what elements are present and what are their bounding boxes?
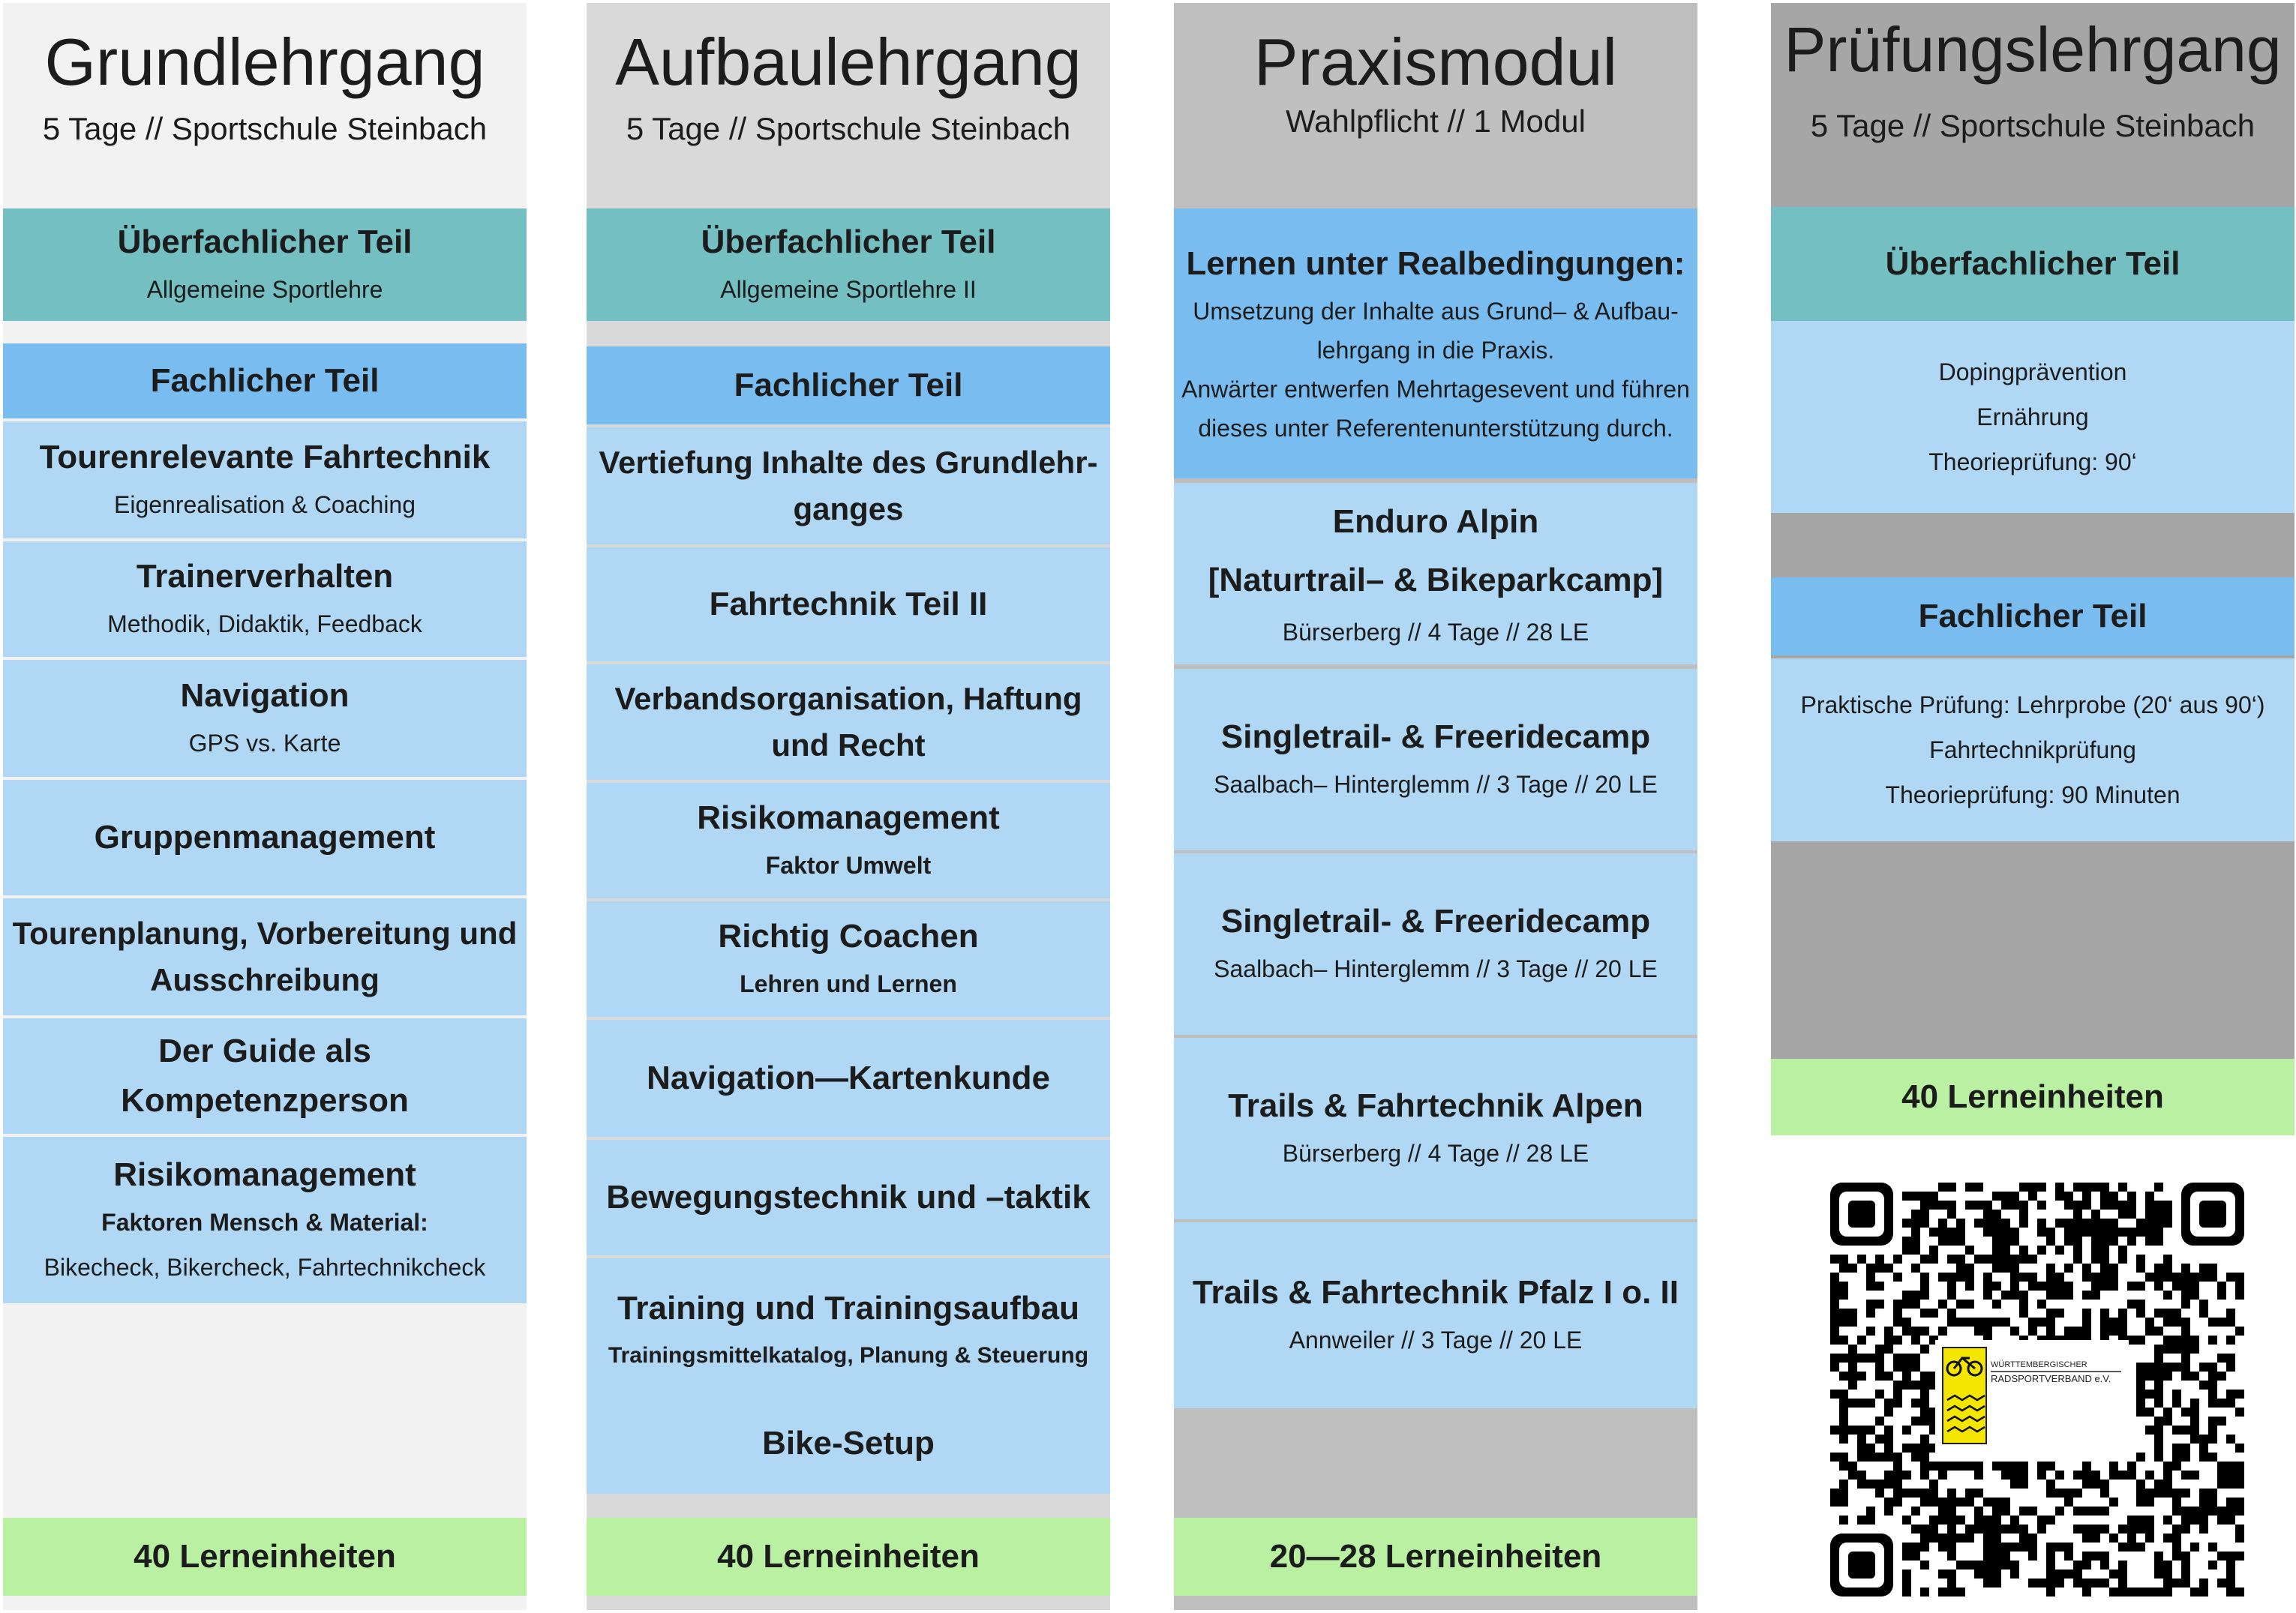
radsportverband-logo (1935, 1340, 2129, 1453)
block-title: Risikomanagement (697, 799, 1000, 836)
block-line: Umsetzung der Inhalte aus Grund– & Aufbau- (1193, 298, 1679, 325)
block-fachlich (3, 343, 527, 418)
footer-lerneinheiten (587, 1518, 1110, 1596)
block-item (3, 1137, 527, 1303)
block-fachlich (1771, 577, 2294, 655)
block-title: Der Guide als Kompetenzperson (121, 1033, 409, 1119)
block-modul (1174, 483, 1697, 664)
block-line: Anwärter entwerfen Mehrtagesevent und führen (1181, 376, 1690, 403)
footer-lerneinheiten (1771, 1059, 2294, 1135)
block-item (3, 660, 527, 777)
block-title: ganges (793, 491, 904, 526)
block-title: Training und Trainingsaufbau (617, 1290, 1080, 1327)
block-line: Dopingprävention (1938, 358, 2127, 385)
qr-code-icon (1830, 1183, 2244, 1597)
block-title: Überfachlicher Teil (1885, 245, 2180, 282)
footer-lerneinheiten (3, 1518, 527, 1596)
block-title: Lernen unter Realbedingungen: (1186, 245, 1685, 282)
block-title: Überfachlicher Teil (701, 223, 996, 260)
qr-finder-top-left (1830, 1183, 1893, 1246)
block-ueberfachlich (1771, 207, 2294, 321)
block-subtitle: Saalbach– Hinterglemm // 3 Tage // 20 LE (1214, 955, 1658, 982)
column-subtitle: 5 Tage // Sportschule Steinbach (42, 111, 488, 147)
block-item (587, 901, 1110, 1017)
block-modul (1174, 1038, 1697, 1219)
block-item (587, 1020, 1110, 1137)
block-title: Fachlicher Teil (734, 367, 963, 403)
block-subtitle: Annweiler // 3 Tage // 20 LE (1289, 1327, 1583, 1354)
block-title: Richtig Coachen (718, 918, 979, 955)
block-line: Theorieprüfung: 90‘ (1928, 448, 2137, 475)
column-subtitle: 5 Tage // Sportschule Steinbach (626, 111, 1071, 147)
logo-line2: RADSPORTVERBAND e.V. (1991, 1373, 2111, 1384)
column-grundlehrgang (3, 3, 527, 1610)
block-line: Praktische Prüfung: Lehrprobe (20‘ aus 90‘) (1800, 691, 2265, 718)
column-aufbaulehrgang (587, 3, 1110, 1610)
footer-label: 40 Lerneinheiten (717, 1538, 980, 1575)
block-subtitle: Lehren und Lernen (740, 970, 957, 997)
block-line: Theorieprüfung: 90 Minuten (1885, 781, 2180, 808)
column-title: Grundlehrgang (44, 25, 485, 99)
block-line: Ernährung (1976, 403, 2089, 430)
footer-label: 40 Lerneinheiten (134, 1538, 396, 1575)
column-title: Aufbaulehrgang (615, 25, 1082, 99)
block-item (3, 898, 527, 1015)
column-header (3, 24, 527, 148)
block-item (587, 547, 1110, 661)
footer-label: 40 Lerneinheiten (1901, 1078, 2164, 1115)
block-title: Bewegungstechnik und –taktik (606, 1179, 1091, 1216)
block-title: Verbandsorganisation, Haftung (614, 681, 1082, 716)
block-subtitle: Allgemeine Sportlehre II (720, 276, 977, 303)
block-title: Navigation—Kartenkunde (647, 1060, 1050, 1096)
block-subtitle: Allgemeine Sportlehre (146, 276, 383, 303)
block-inhalte (1771, 658, 2294, 841)
block-subtitle: Methodik, Didaktik, Feedback (107, 610, 422, 637)
block-item (3, 421, 527, 538)
block-title: Risikomanagement (113, 1156, 416, 1193)
block-modul (1174, 853, 1697, 1035)
block-title: Trails & Fahrtechnik Alpen (1228, 1087, 1643, 1124)
block-subtitle: Bürserberg // 4 Tage // 28 LE (1282, 619, 1589, 646)
block-subtitle: Faktor Umwelt (765, 852, 932, 879)
block-subtitle: Saalbach– Hinterglemm // 3 Tage // 20 LE (1214, 771, 1658, 798)
block-item (3, 780, 527, 895)
block-title: Tourenrelevante Fahrtechnik (39, 439, 491, 475)
block-title: Vertiefung Inhalte des Grundlehr- (599, 445, 1098, 480)
block-title: Enduro Alpin (1332, 503, 1539, 540)
block-item (587, 664, 1110, 780)
block-title: Bike-Setup (762, 1425, 935, 1462)
block-item (3, 1018, 527, 1134)
column-header (1771, 13, 2294, 145)
qr-finder-bottom-left (1830, 1534, 1893, 1597)
block-ueberfachlich (587, 208, 1110, 321)
column-header (1174, 24, 1697, 141)
block-title: [Naturtrail– & Bikeparkcamp] (1208, 562, 1664, 598)
column-subtitle: 5 Tage // Sportschule Steinbach (1810, 107, 2255, 143)
column-title: Prüfungslehrgang (1784, 14, 2282, 85)
block-subtitle: Bikecheck, Bikercheck, Fahrtechnikcheck (44, 1254, 486, 1281)
block-line: Fahrtechnikprüfung (1929, 736, 2136, 763)
block-title: Überfachlicher Teil (117, 223, 413, 260)
block-title: und Recht (771, 727, 926, 763)
block-ueberfachlich (3, 208, 527, 321)
block-inhalte (1771, 321, 2294, 513)
block-item (587, 1258, 1110, 1494)
block-title: Navigation (180, 677, 350, 714)
block-line: dieses unter Referentenunterstützung durch. (1198, 415, 1673, 442)
block-title: Fachlicher Teil (150, 362, 380, 399)
block-subtitle: Trainingsmittelkatalog, Planung & Steuerung (608, 1343, 1089, 1368)
block-subtitle: GPS vs. Karte (188, 730, 341, 757)
column-pruefungslehrgang (1771, 3, 2294, 1135)
block-item (587, 1140, 1110, 1255)
block-title: Singletrail- & Freeridecamp (1220, 718, 1651, 755)
block-title: Trails & Fahrtechnik Pfalz I o. II (1193, 1274, 1679, 1311)
qr-code[interactable] (1830, 1183, 2244, 1597)
block-subtitle: Faktoren Mensch & Material: (101, 1209, 428, 1236)
block-item (3, 541, 527, 657)
block-title: Trainerverhalten (136, 558, 394, 595)
block-modul (1174, 1222, 1697, 1408)
block-title: Fachlicher Teil (1918, 598, 2147, 634)
column-title: Praxismodul (1253, 25, 1618, 99)
block-item (587, 427, 1110, 544)
column-praxismodul (1174, 3, 1697, 1610)
block-title: Ausschreibung (150, 962, 380, 997)
qr-finder-top-right (2181, 1183, 2244, 1246)
block-line: lehrgang in die Praxis. (1316, 337, 1555, 364)
block-item (587, 783, 1110, 898)
block-realbedingungen (1174, 208, 1697, 478)
column-subtitle: Wahlpflicht // 1 Modul (1286, 103, 1586, 139)
block-fachlich (587, 346, 1110, 424)
footer-lerneinheiten (1174, 1518, 1697, 1596)
footer-label: 20—28 Lerneinheiten (1269, 1538, 1602, 1575)
column-header (587, 24, 1110, 148)
logo-line1: WÜRTTEMBERGISCHER (1991, 1360, 2087, 1369)
block-title: Tourenplanung, Vorbereitung und (12, 916, 518, 951)
block-title: Singletrail- & Freeridecamp (1220, 903, 1651, 940)
block-modul (1174, 669, 1697, 850)
block-title: Gruppenmanagement (94, 819, 436, 856)
block-subtitle: Bürserberg // 4 Tage // 28 LE (1282, 1140, 1589, 1167)
block-subtitle: Eigenrealisation & Coaching (113, 491, 416, 518)
block-title: Fahrtechnik Teil II (709, 586, 988, 622)
